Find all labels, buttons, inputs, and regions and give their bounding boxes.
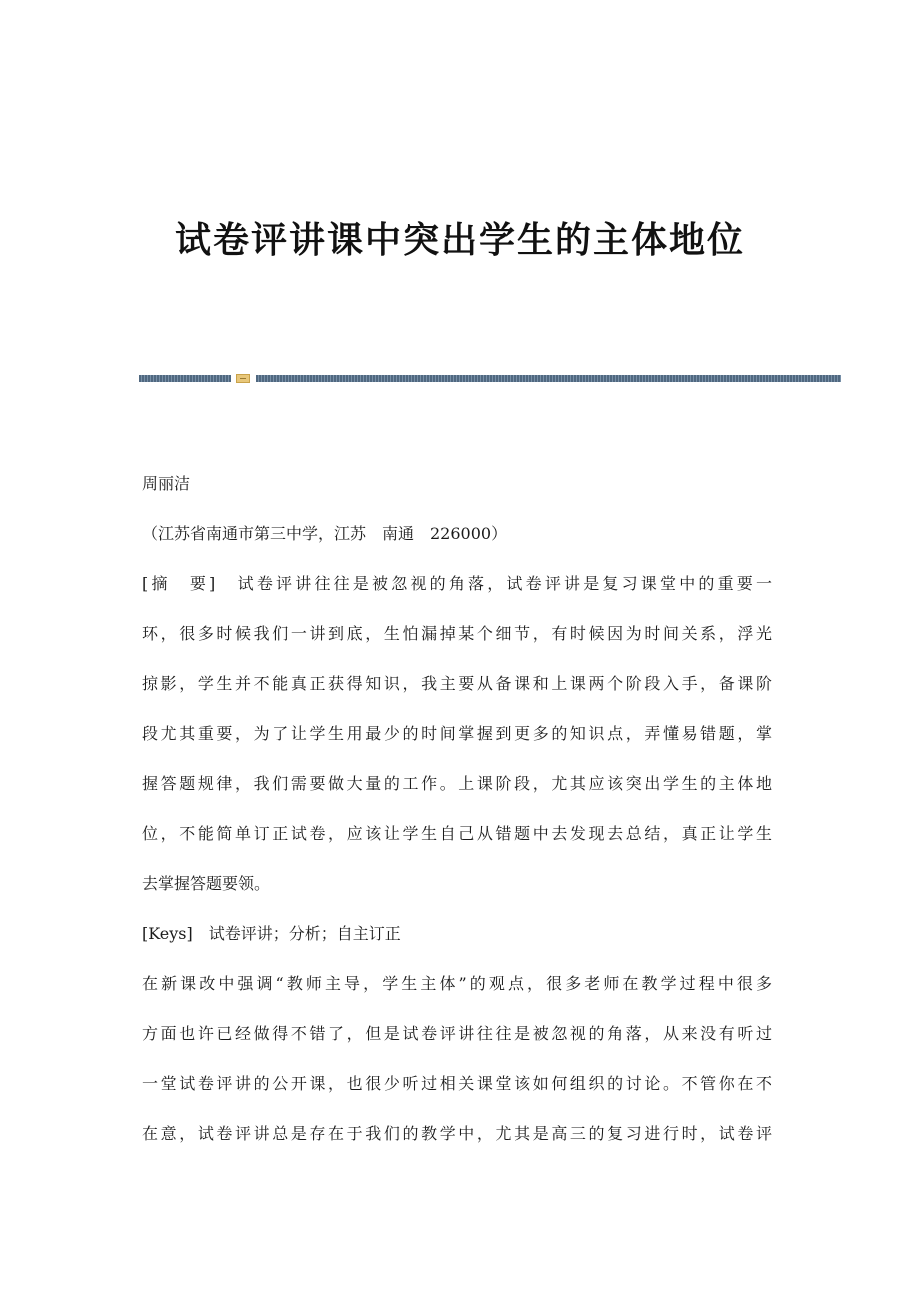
body-line: 在新课改中强调“教师主导，学生主体”的观点，很多老师在教学过程中很多 xyxy=(142,974,772,993)
body-paragraph xyxy=(142,966,772,1166)
abstract-line: 去掌握答题要领。 xyxy=(142,874,271,893)
body-line: 方面也许已经做得不错了，但是试卷评讲往往是被忽视的角落，从来没有听过 xyxy=(142,1024,772,1043)
body-line: 一堂试卷评讲的公开课，也很少听过相关课堂该如何组织的讨论。不管你在不 xyxy=(142,1074,772,1093)
abstract-line: 掠影，学生并不能真正获得知识，我主要从备课和上课两个阶段入手，备课阶 xyxy=(142,674,772,693)
body-line: 在意，试卷评讲总是存在于我们的教学中，尤其是高三的复习进行时，试卷评 xyxy=(142,1124,772,1143)
abstract-line: 握答题规律，我们需要做大量的工作。上课阶段，尤其应该突出学生的主体地 xyxy=(142,774,772,793)
title-divider xyxy=(139,374,841,384)
document-title: 试卷评讲课中突出学生的主体地位 xyxy=(174,220,745,261)
abstract-line: [摘 要] 试卷评讲往往是被忽视的角落，试卷评讲是复习课堂中的重要一 xyxy=(142,574,772,593)
author-affiliation: （江苏省南通市第三中学，江苏 南通 226000） xyxy=(142,524,508,543)
divider-bar-right xyxy=(256,375,841,382)
abstract-line: 环，很多时候我们一讲到底，生怕漏掉某个细节，有时候因为时间关系，浮光 xyxy=(142,624,772,643)
divider-bar-left xyxy=(139,375,231,382)
abstract-line: 段尤其重要，为了让学生用最少的时间掌握到更多的知识点，弄懂易错题，掌 xyxy=(142,724,772,743)
divider-ornament-icon xyxy=(236,374,250,383)
author-name: 周丽洁 xyxy=(142,474,191,493)
abstract-line: 位，不能简单订正试卷，应该让学生自己从错题中去发现去总结，真正让学生 xyxy=(142,824,772,843)
keywords: [Keys] 试卷评讲；分析；自主订正 xyxy=(142,924,401,943)
abstract xyxy=(142,566,772,916)
document-body xyxy=(142,466,772,1166)
